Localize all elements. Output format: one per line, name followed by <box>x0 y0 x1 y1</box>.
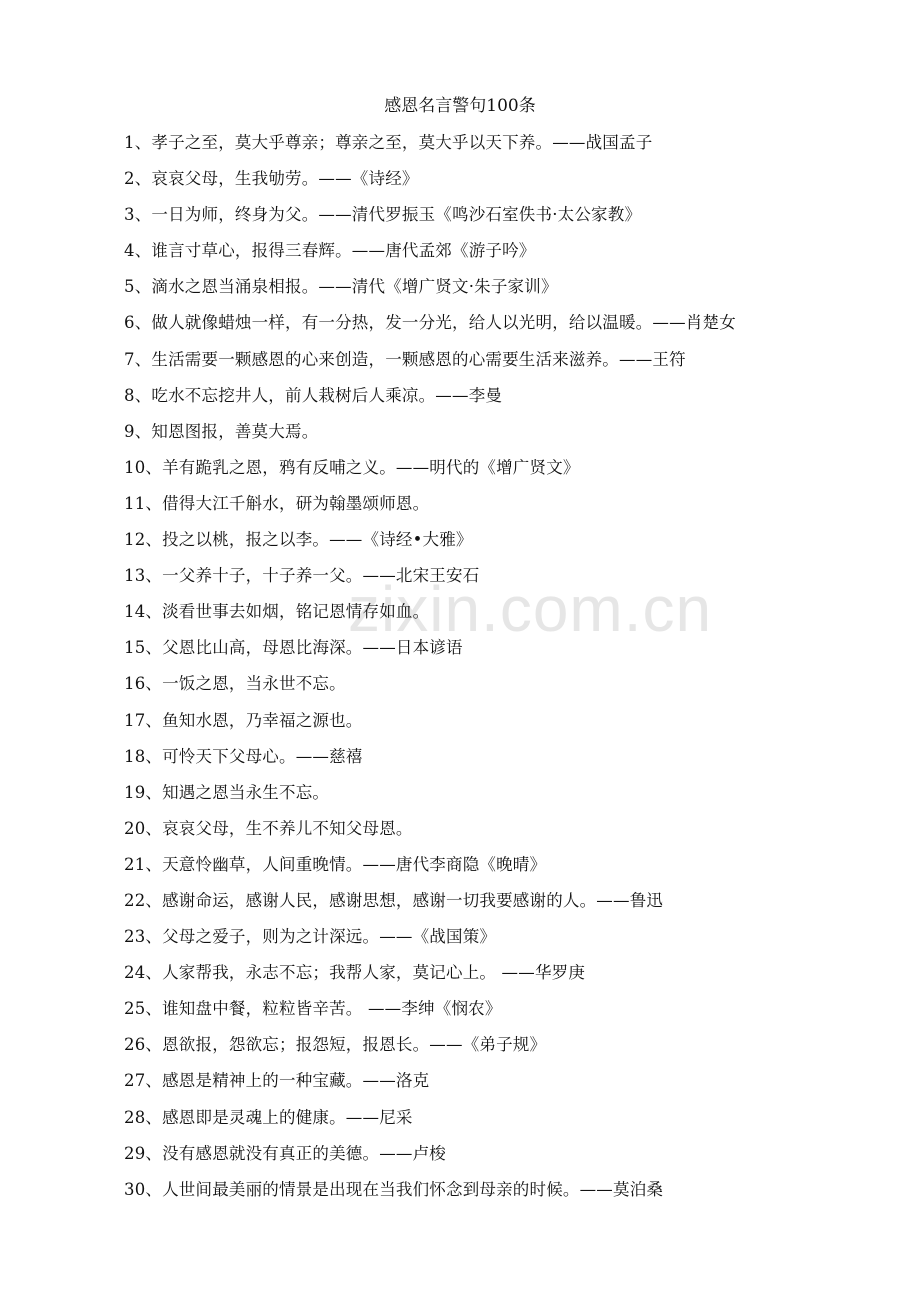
quote-item: 18、可怜天下父母心。——慈禧 <box>124 746 363 766</box>
quote-item: 13、一父养十子，十子养一父。——北宋王安石 <box>124 566 480 586</box>
quote-list <box>124 131 914 1214</box>
quote-item: 14、淡看世事去如烟，铭记恩情存如血。 <box>124 602 430 622</box>
quote-item: 11、借得大江千斛水，研为翰墨颂师恩。 <box>124 493 430 513</box>
quote-item: 24、人家帮我，永志不忘；我帮人家，莫记心上。 ——华罗庚 <box>124 963 586 983</box>
quote-item: 8、吃水不忘挖井人，前人栽树后人乘凉。——李曼 <box>124 385 503 405</box>
quote-item: 19、知遇之恩当永生不忘。 <box>124 782 330 802</box>
quote-item: 12、投之以桃，报之以李。——《诗经•大雅》 <box>124 530 473 550</box>
quote-item: 16、一饭之恩，当永世不忘。 <box>124 674 346 694</box>
quote-item: 23、父母之爱子，则为之计深远。——《战国策》 <box>124 927 497 947</box>
quote-item: 17、鱼知水恩，乃幸福之源也。 <box>124 710 363 730</box>
quote-item: 21、天意怜幽草，人间重晚情。——唐代李商隐《晚晴》 <box>124 854 547 874</box>
watermark: zixin.com.cn <box>348 573 713 645</box>
quote-item: 30、人世间最美丽的情景是出现在当我们怀念到母亲的时候。——莫泊桑 <box>124 1179 664 1199</box>
quote-item: 10、羊有跪乳之恩，鸦有反哺之义。——明代的《增广贤文》 <box>124 457 580 477</box>
quote-item: 28、感恩即是灵魂上的健康。——尼采 <box>124 1107 413 1127</box>
page-title: 感恩名言警句100条 <box>384 96 536 116</box>
quote-item: 22、感谢命运，感谢人民，感谢思想，感谢一切我要感谢的人。——鲁迅 <box>124 890 664 910</box>
quote-item: 15、父恩比山高，母恩比海深。——日本谚语 <box>124 638 463 658</box>
quote-item: 26、恩欲报，怨欲忘；报怨短，报恩长。——《弟子规》 <box>124 1035 547 1055</box>
quote-item: 20、哀哀父母，生不养儿不知父母恩。 <box>124 818 413 838</box>
quote-item: 1、孝子之至，莫大乎尊亲；尊亲之至，莫大乎以天下养。——战国孟子 <box>124 133 653 152</box>
quote-item: 7、生活需要一颗感恩的心来创造，一颗感恩的心需要生活来滋养。——王符 <box>124 349 686 369</box>
quote-item: 9、知恩图报，善莫大焉。 <box>124 421 319 441</box>
quote-item: 3、一日为师，终身为父。——清代罗振玉《鸣沙石室佚书·太公家教》 <box>124 205 642 225</box>
quote-item: 2、哀哀父母，生我劬劳。——《诗经》 <box>124 169 419 189</box>
quote-item: 29、没有感恩就没有真正的美德。——卢梭 <box>124 1143 446 1163</box>
quote-item: 27、感恩是精神上的一种宝藏。——洛克 <box>124 1071 430 1091</box>
quote-item: 4、谁言寸草心，报得三春辉。——唐代孟郊《游子吟》 <box>124 241 536 261</box>
quote-item: 6、做人就像蜡烛一样，有一分热，发一分光，给人以光明，给以温暖。——肖楚女 <box>124 313 736 333</box>
quote-item: 5、滴水之恩当涌泉相报。——清代《增广贤文·朱子家训》 <box>124 277 558 297</box>
quote-item: 25、谁知盘中餐，粒粒皆辛苦。 ——李绅《悯农》 <box>124 999 502 1019</box>
